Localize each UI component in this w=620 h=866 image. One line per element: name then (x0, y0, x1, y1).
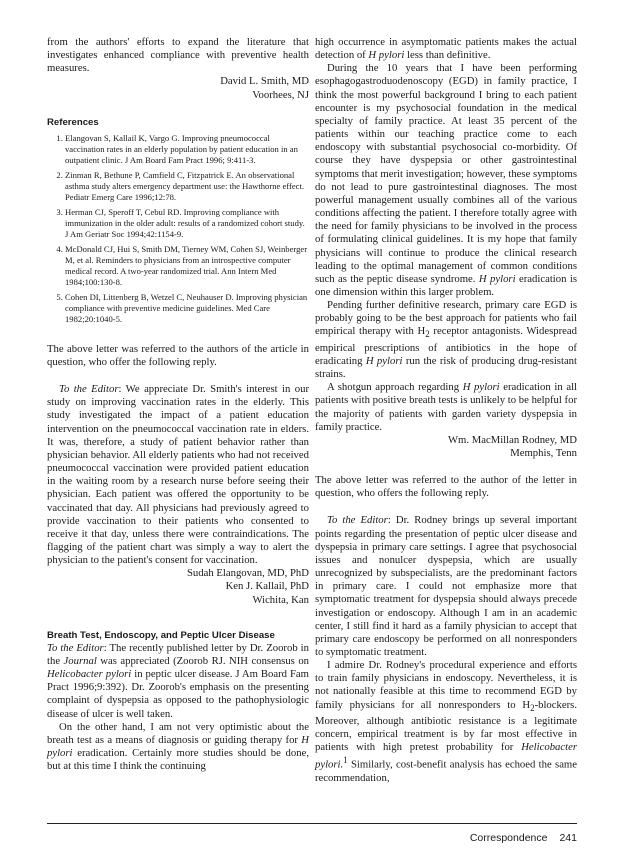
left-column (47, 36, 309, 773)
signature-name: Sudah Elangovan, MD, PhD (186, 567, 309, 580)
signature-name: Wm. MacMillan Rodney, MD (447, 433, 577, 446)
letter-paragraph: To the Editor: The recently published letter by Dr. Zoorob in the Journal was appreciated (Zoorob RJ. NIH consensus on Helicobacter pylori in peptic ulcer disease. J Am Board Fam Pract 1996;9:392). Dr. Zoorob's emphasis on the presenting complaint of dyspepsia as opposed to the pathophysiologic disease of ulcer is well taken. (47, 641, 310, 720)
reference-item: 2. Zinman R, Bethune P, Camfield C, Fitzpatrick E. An observational asthma study alters emergency department use: the Hawthorne effect. Pediatr Emerg Care 1996;12:78. (65, 170, 309, 203)
footer-rule (47, 823, 577, 824)
reply-text: : We appreciate Dr. Smith's interest in our study on improving vaccination rates in the elderly. This study investigated the impact of a patient education intervention on the pneumococcal vaccination rate in elders. It was, therefore, a study of patient behavior rather than physician behavior. All elderly patients who had not received pneumococcal vaccination were provided patient education in the waiting room by a research nurse before seeing their physician. Each patient was offered the opportunity to be vaccinated that day. All physicians had previously agreed to provide vaccination to their patients who consented to receive it that day, unless there were contraindications. The flagging of the patient chart was simply a way to alert the physician to the patient's consent for vaccination. (47, 383, 309, 567)
signature-place: Wichita, Kan (252, 593, 309, 606)
page-footer (300, 832, 577, 844)
letter-paragraph: During the 10 years that I have been performing esophagogastroduodenoscopy (EGD) in family practice, I think the most powerful background I bring to each patient encounter is my psychosocial foundation in the medical specialty of family practice. At least 35 percent of the patients within our teaching practice come to each endoscopy with substantial psychosocial co-morbidity. Of course they have dyspepsia or other gastrointestinal symptoms that merit investigation; however, these symptoms do not lead to pure gastrointestinal diagnoses. The most powerful management usually combines all of the various conditions affecting the patient. I therefore totally agree with the need for family physicians to be involved in the process of formulating clinical guidelines. It is my hope that family physicians will continue to produce the clinical research leading to the optimal management of common conditions such as the peptic disease syndrome. H pylori eradication is one dimension within this larger problem. (315, 62, 577, 298)
signature-place: Voorhees, NJ (252, 88, 309, 101)
reply-paragraph: I admire Dr. Rodney's procedural experience and efforts to train family physicians in endoscopy. Nevertheless, it is not nationally feasible at this time to recommend EGD by family physicians for all nonresponders to $H_2$-blockers. Moreover, although antibiotic resistance is a legitimate concern, empirical treatment is by far most effective in patients with high pretest probability for Helicobacter pylori.$^1$ Similarly, cost-benefit analysis has echoed the same recommendation, (315, 659, 577, 785)
letter-paragraph: On the other hand, I am not very optimistic about the breath test as a means of diagnosis or guiding therapy for H pylori eradication. Certainly more studies should be done, but at this time I think the continuing (47, 720, 309, 773)
reply-paragraph (47, 383, 309, 567)
intro-paragraph: from the authors' efforts to expand the literature that investigates enhanced compliance with preventive health measures. (47, 36, 309, 75)
right-column (315, 36, 577, 785)
signature-name: David L. Smith, MD (220, 75, 309, 88)
section-heading: Breath Test, Endoscopy, and Peptic Ulcer Disease (47, 629, 275, 641)
page-number: 241 (559, 832, 577, 844)
references-heading: References (47, 116, 99, 128)
signature-name: Ken J. Kallail, PhD (225, 580, 309, 593)
reference-list (47, 133, 309, 325)
to-editor-label: To the Editor (59, 383, 119, 396)
footer-section: Correspondence (469, 832, 548, 844)
signature-place: Memphis, Tenn (510, 446, 577, 459)
letter-paragraph: Pending further definitive research, primary care EGD is probably going to be the best approach for patients who fail empirical therapy with $H_2$ receptor antagonists. Widespread empirical prescriptions of antibiotics in the hope of eradicating H pylori run the risk of producing drug-resistant strains. (315, 299, 578, 381)
to-editor-label: To the Editor (327, 514, 388, 527)
to-editor-label: To the Editor (47, 641, 104, 654)
reference-item: 3. Herman CJ, Speroff T, Cebul RD. Improving compliance with immunization in the older adult: results of a randomized cohort study. J Am Geriatr Soc 1994;42:1154-9. (65, 207, 309, 240)
referral-note: The above letter was referred to the authors of the article in question, who offer the following reply. (47, 342, 309, 368)
reply-paragraph: To the Editor: Dr. Rodney brings up several important points regarding the presentation of peptic ulcer disease and dyspepsia in primary care settings. I agree that psychosocial issues and nonulcer dyspepsia, which are usually unrecognized by subspecialists, are the predominant factors in primary care. I could not emphasize more that symptomatic treatment for dyspepsia should always precede investigation or endoscopy. Although I am in an academic center, I still find it hard as a family physician to accept that primary care endoscopy be performed on all nonresponders to symptomatic treatment. (315, 514, 577, 659)
reference-item: 4. McDonald CJ, Hui S, Smith DM, Tierney WM, Cohen SJ, Weinberger M, et al. Reminders to physicians from an introspective computer medical record. A two-year randomized trial. Ann Intern Med 1984;100:130-8. (65, 244, 309, 288)
letter-paragraph: high occurrence in asymptomatic patients makes the actual detection of H pylori less than definitive. (315, 36, 577, 62)
referral-note: The above letter was referred to the author of the letter in question, who offers the following reply. (315, 474, 577, 500)
letter-paragraph: A shotgun approach regarding H pylori eradication in all patients with positive breath tests is unlikely to be helpful for the majority of patients with garden variety dyspepsia in family practice. (315, 381, 578, 433)
reference-item: 5. Cohen DI, Littenberg B, Wetzel C, Neuhauser D. Improving physician compliance with preventive medicine guidelines. Med Care 1982;20:1040-5. (65, 292, 309, 325)
reference-item: 1. Elangovan S, Kallail K, Vargo G. Improving pneumococcal vaccination rates in an elderly population by patient education in an outpatient clinic. J Am Board Fam Pract 1996; 9:411-3. (65, 133, 309, 166)
